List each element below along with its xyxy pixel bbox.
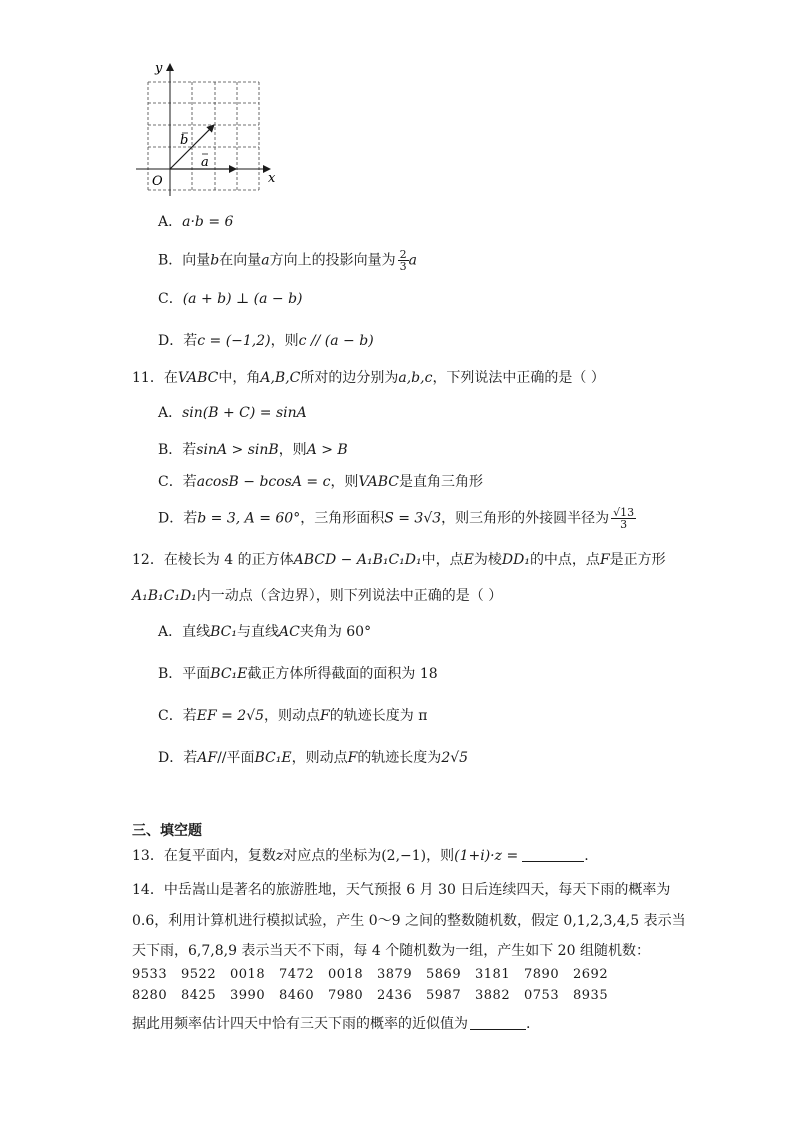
q10-option-b: B．向量b在向量a方向上的投影向量为 $\frac{2}{3}$ a <box>158 248 417 273</box>
q14-line2: 0.6，利用计算机进行模拟试验，产生 0～9 之间的整数随机数，假定 0,1,2,3,4,5 表示当 <box>132 913 686 929</box>
random-numbers-row2: 8280 8425 3990 8460 7980 2436 5987 3882 0753 8935 <box>132 988 609 1003</box>
section-heading: 三、填空题 <box>132 823 202 839</box>
q14-line4: 据此用频率估计四天中恰有三天下雨的概率的近似值为 . <box>132 1016 531 1032</box>
q10-option-d: D．若c = (−1,2)，则c // (a − b) <box>158 333 374 349</box>
q11-stem: 11．在VABC中，角A,B,C所对的边分别为a,b,c，下列说法中正确的是（ ） <box>132 370 605 386</box>
q11-option-a: A．sin(B + C) = sinA <box>158 405 307 421</box>
vector-a-label: a <box>201 155 209 170</box>
origin-label: O <box>152 174 163 189</box>
q14-line1: 14．中岳嵩山是著名的旅游胜地，天气预报 6 月 30 日后连续四天，每天下雨的概率为 <box>132 882 671 898</box>
vector-b-label: b <box>180 133 189 148</box>
q10-option-c: C．(a + b) ⊥ (a − b) <box>158 291 303 307</box>
q13: 13．在复平面内，复数z对应点的坐标为(2,−1)，则(1+i)·z = . <box>132 848 589 864</box>
q12-option-c: C．若EF = 2√5，则动点F的轨迹长度为 π <box>158 708 428 724</box>
q14-answer-blank[interactable] <box>470 1015 526 1030</box>
random-numbers-row1: 9533 9522 0018 7472 0018 3879 5869 3181 7890 2692 <box>132 967 609 982</box>
y-axis-label: y <box>155 61 163 76</box>
x-axis-label: x <box>268 171 276 186</box>
q11-option-c: C．若acosB − bcosA = c，则VABC是直角三角形 <box>158 474 483 490</box>
q12-option-a: A．直线BC₁与直线AC夹角为 60° <box>158 624 372 640</box>
q12-stem-line2: A₁B₁C₁D₁内一动点（含边界），则下列说法中正确的是（ ） <box>132 588 503 604</box>
q10-option-a: A．a·b = 6 <box>158 214 234 230</box>
q12-option-d: D．若AF//平面BC₁E，则动点F的轨迹长度为2√5 <box>158 750 469 766</box>
q14-line3: 天下雨，6,7,8,9 表示当天不下雨，每 4 个随机数为一组，产生如下 20 组随机数： <box>132 943 650 959</box>
q12-option-b: B．平面BC₁E截正方体所得截面的面积为 18 <box>158 666 438 682</box>
q11-option-b: B．若sinA > sinB，则A > B <box>158 442 348 458</box>
q13-answer-blank[interactable] <box>522 847 584 862</box>
q11-option-d: D．若b = 3, A = 60°，三角形面积S = 3√3，则三角形的外接圆半径为 $\frac{√13}{3}$ <box>158 506 635 531</box>
vector-figure <box>128 58 288 198</box>
q12-stem-line1: 12．在棱长为 4 的正方体ABCD − A₁B₁C₁D₁中，点E为棱DD₁的中点，点F是正方形 <box>132 552 666 568</box>
